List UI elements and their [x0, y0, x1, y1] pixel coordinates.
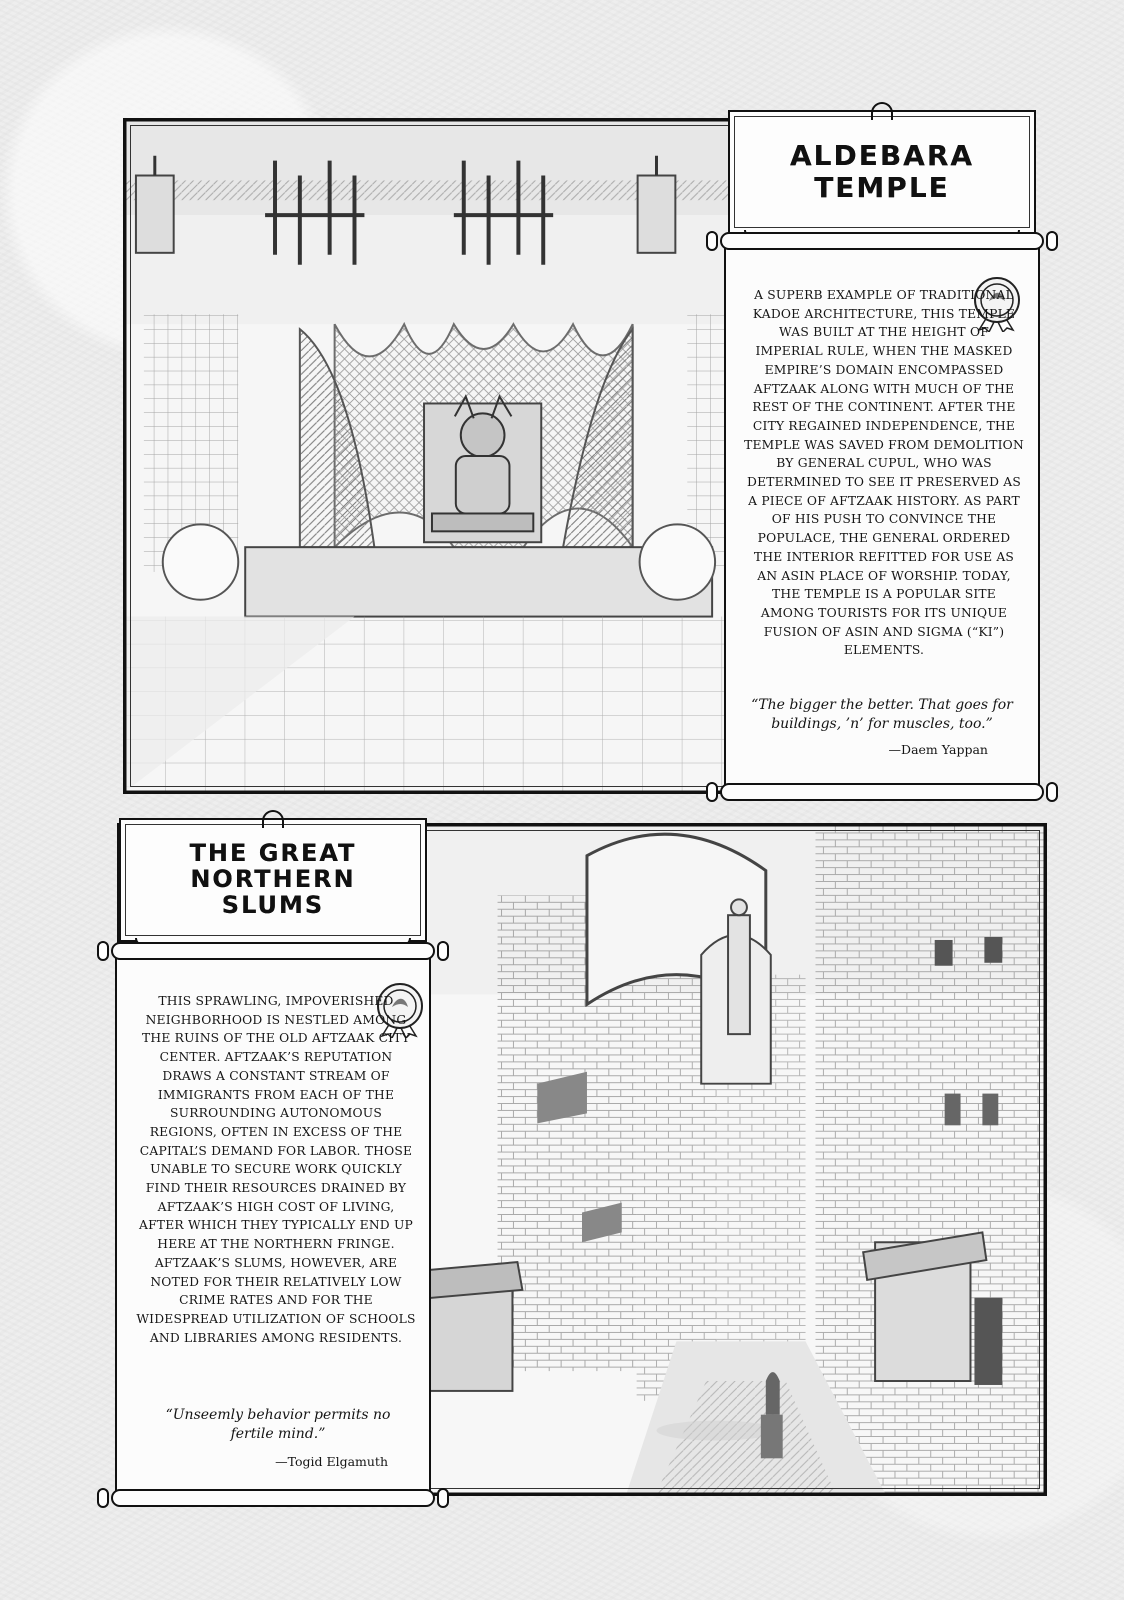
- northern-slums-quote: “Unseemly behavior permits no fertile mind.”: [165, 1407, 391, 1442]
- scroll-knob-right-icon: [1046, 782, 1058, 802]
- aldebara-scroll-bottom-cap: [720, 783, 1044, 801]
- northern-slums-title-book: [119, 818, 427, 942]
- northern-slums-description: THIS SPRAWLING, IMPOVERISHED NEIGHBORHOOD IS NESTLED AMONG THE RUINS OF THE OLD AFTZAAK CITY CENTER. AFTZAAK’S REPUTATION DRAWS A CONSTANT STREAM OF IMMIGRANTS FROM EACH OF THE SURROUNDING AUTONOMOUS REGIONS, OFTEN IN EXCESS OF THE CAPITAL’S DEMAND FOR LABOR. THOSE UNABLE TO SECURE WORK QUICKLY FIND THEIR RESOURCES DRAINED BY AFTZAAK’S HIGH COST OF LIVING, AFTER WHICH THEY TYPICALLY END UP HERE AT THE NORTHERN FRINGE. AFTZAAK’S SLUMS, HOWEVER, ARE NOTED FOR THEIR RELATIVELY LOW CRIME RATES AND FOR THE WIDESPREAD UTILIZATION OF SCHOOLS AND LIBRARIES AMONG RESIDENTS.: [136, 994, 416, 1345]
- scroll-knob-left-icon: [97, 1488, 109, 1508]
- northern-slums-author: —Togid Elgamuth: [275, 1454, 388, 1469]
- scroll-knob-left-icon: [97, 941, 109, 961]
- northern-slums-scroll-bottom-cap: [111, 1489, 435, 1507]
- scroll-knob-left-icon: [706, 231, 718, 251]
- aldebara-description: A SUPERB EXAMPLE OF TRADITIONAL KADOE ARCHITECTURE, THIS TEMPLE WAS BUILT AT THE HEIGHT OF IMPERIAL RULE, WHEN THE MASKED EMPIRE’S DOMAIN ENCOMPASSED AFTZAAK ALONG WITH MUCH OF THE REST OF THE CONTINENT. AFTER THE CITY REGAINED INDEPENDENCE, THE TEMPLE WAS SAVED FROM DEMOLITION BY GENERAL CUPUL, WHO WAS DETERMINED TO SEE IT PRESERVED AS A PIECE OF AFTZAAK HISTORY. AS PART OF HIS PUSH TO CONVINCE THE POPULACE, THE GENERAL ORDERED THE INTERIOR REFITTED FOR USE AS AN ASIN PLACE OF WORSHIP. TODAY, THE TEMPLE IS A POPULAR SITE AMONG TOURISTS FOR ITS UNIQUE FUSION OF ASIN AND SIGMA (“KI”) ELEMENTS.: [744, 288, 1024, 658]
- northern-slums-scroll-top-cap: [111, 942, 435, 960]
- aldebara-scroll-top-cap: [720, 232, 1044, 250]
- scroll-knob-left-icon: [706, 782, 718, 802]
- aldebara-quote: “The bigger the better. That goes for buildings, ’n’ for muscles, too.”: [751, 697, 1013, 732]
- aldebara-title: ALDEBARA TEMPLE: [789, 139, 975, 204]
- scroll-knob-right-icon: [437, 941, 449, 961]
- scroll-knob-right-icon: [1046, 231, 1058, 251]
- northern-slums-title: THE GREAT NORTHERN SLUMS: [189, 839, 357, 919]
- aldebara-author: —Daem Yappan: [888, 742, 988, 757]
- scroll-knob-right-icon: [437, 1488, 449, 1508]
- aldebara-title-book: [728, 110, 1036, 234]
